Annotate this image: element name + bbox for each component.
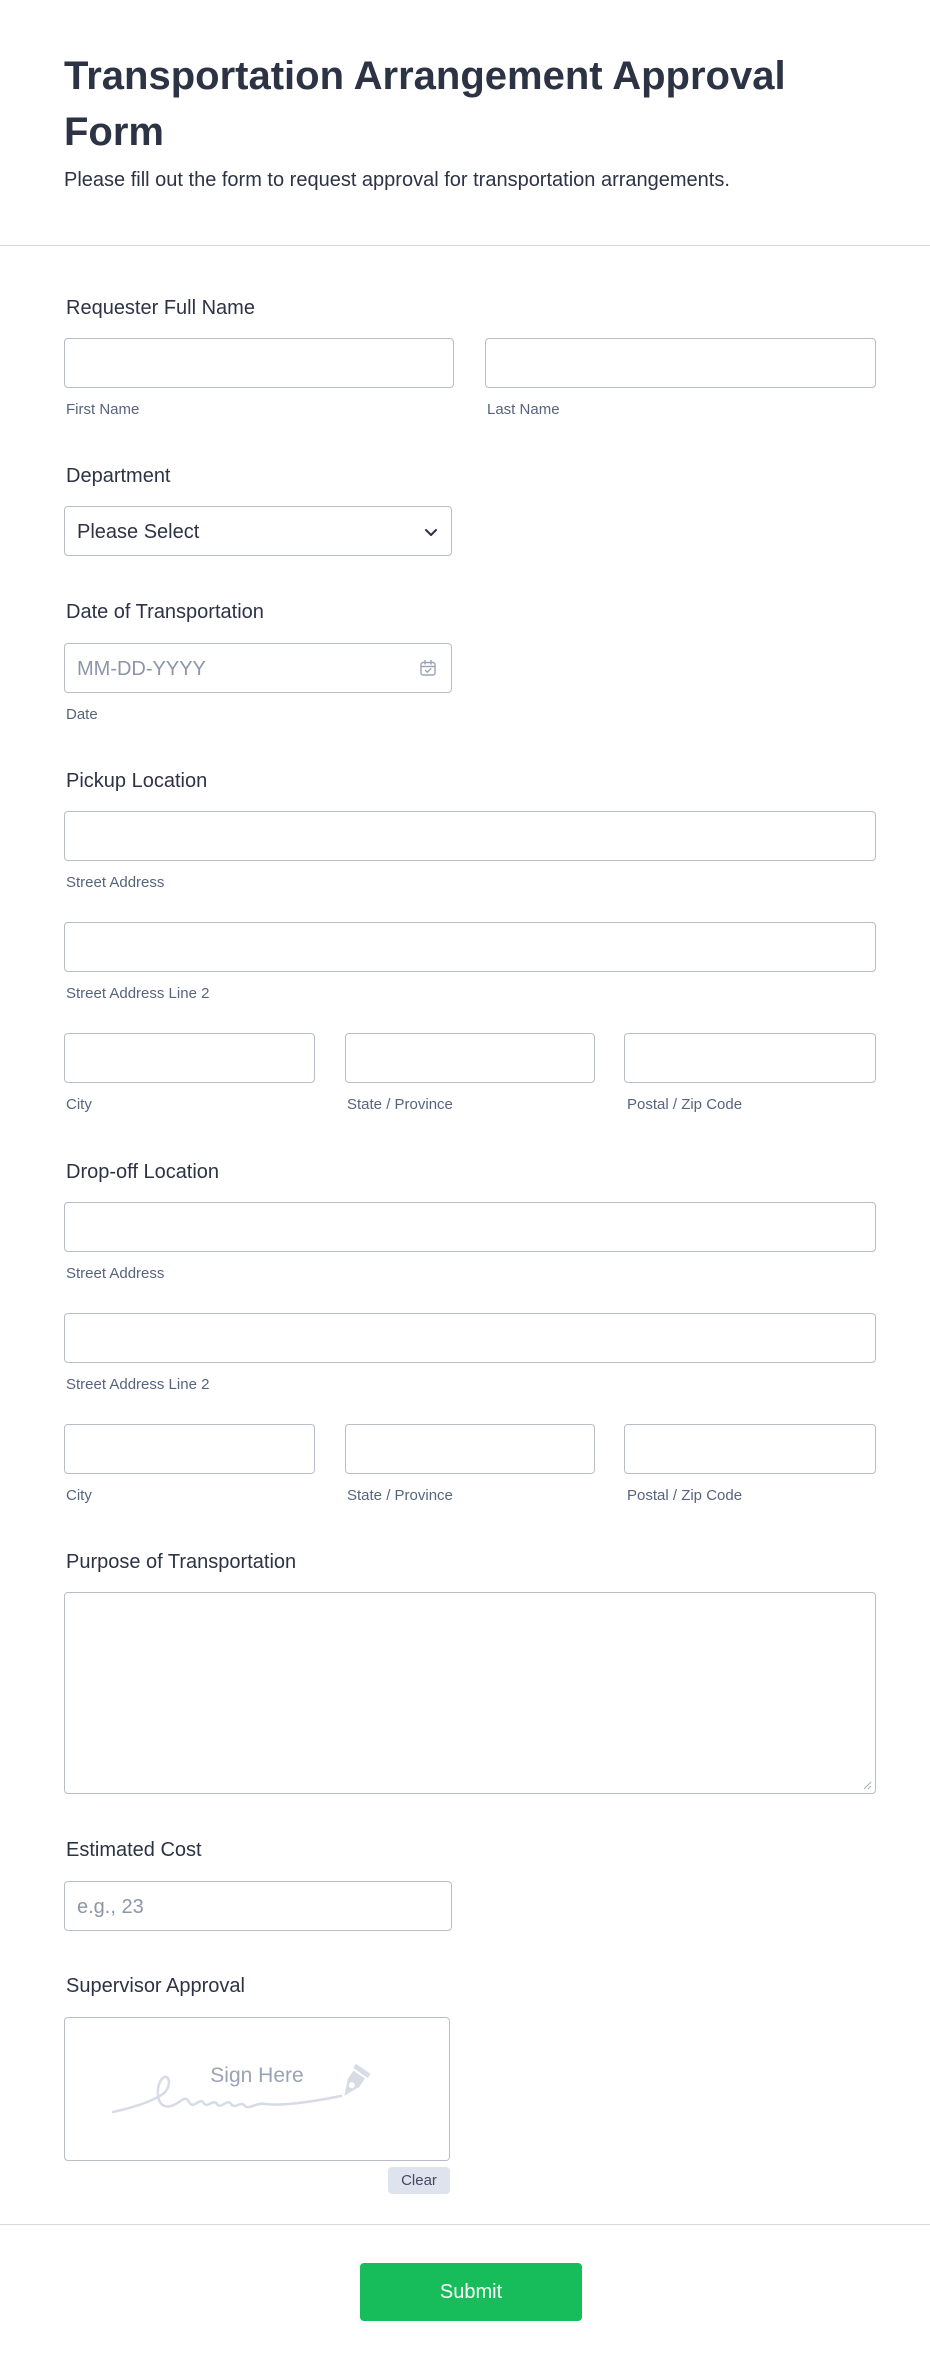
department-label: Department [66, 465, 171, 487]
signature-label: Supervisor Approval [66, 1975, 245, 1997]
purpose-textarea[interactable] [64, 1592, 876, 1794]
cost-input[interactable] [64, 1881, 452, 1931]
form-title: Transportation Arrangement Approval Form [64, 54, 786, 154]
pickup-state-sublabel: State / Province [347, 1096, 453, 1113]
dropoff-state-sublabel: State / Province [347, 1487, 453, 1504]
cost-placeholder: e.g., 23 [77, 1896, 144, 1918]
purpose-label: Purpose of Transportation [66, 1551, 297, 1573]
last-name-sublabel: Last Name [487, 401, 560, 418]
dropoff-street-sublabel: Street Address [66, 1265, 165, 1282]
pickup-city-sublabel: City [66, 1096, 92, 1113]
chevron-down-icon [423, 524, 439, 540]
first-name-input[interactable] [64, 338, 454, 388]
dropoff-zip-sublabel: Postal / Zip Code [627, 1487, 743, 1504]
requester-name-label: Requester Full Name [66, 297, 255, 319]
department-select[interactable] [64, 506, 452, 556]
dropoff-street2-sublabel: Street Address Line 2 [66, 1376, 210, 1393]
signature-pad[interactable] [64, 2017, 450, 2161]
date-placeholder: MM-DD-YYYY [77, 658, 206, 680]
pickup-street-sublabel: Street Address [66, 874, 165, 891]
department-select-value: Please Select [77, 521, 200, 543]
dropoff-city-sublabel: City [66, 1487, 92, 1504]
signature-hint: Sign Here [210, 2064, 304, 2087]
resize-grip-icon[interactable] [862, 1780, 872, 1790]
pickup-state-input[interactable] [345, 1033, 595, 1083]
dropoff-zip-input[interactable] [624, 1424, 876, 1474]
pickup-location-label: Pickup Location [66, 770, 208, 792]
first-name-sublabel: First Name [66, 401, 140, 418]
clear-signature-button[interactable]: Clear [388, 2167, 450, 2194]
form-subtitle: Please fill out the form to request approval for transportation arrangements. [64, 169, 730, 191]
pickup-street2-input[interactable] [64, 922, 876, 972]
pickup-street2-sublabel: Street Address Line 2 [66, 985, 210, 1002]
form-header [0, 0, 930, 246]
dropoff-city-input[interactable] [64, 1424, 315, 1474]
dropoff-street2-input[interactable] [64, 1313, 876, 1363]
pickup-zip-sublabel: Postal / Zip Code [627, 1096, 743, 1113]
dropoff-location-label: Drop-off Location [66, 1161, 220, 1183]
cost-label: Estimated Cost [66, 1839, 202, 1861]
pickup-zip-input[interactable] [624, 1033, 876, 1083]
last-name-input[interactable] [485, 338, 876, 388]
date-label: Date of Transportation [66, 601, 264, 623]
date-sublabel: Date [66, 706, 98, 723]
footer-divider [0, 2224, 930, 2225]
submit-button[interactable]: Submit [360, 2263, 582, 2321]
pickup-city-input[interactable] [64, 1033, 315, 1083]
dropoff-street-input[interactable] [64, 1202, 876, 1252]
dropoff-state-input[interactable] [345, 1424, 595, 1474]
date-input[interactable] [64, 643, 452, 693]
pickup-street-input[interactable] [64, 811, 876, 861]
calendar-icon[interactable] [419, 659, 437, 677]
